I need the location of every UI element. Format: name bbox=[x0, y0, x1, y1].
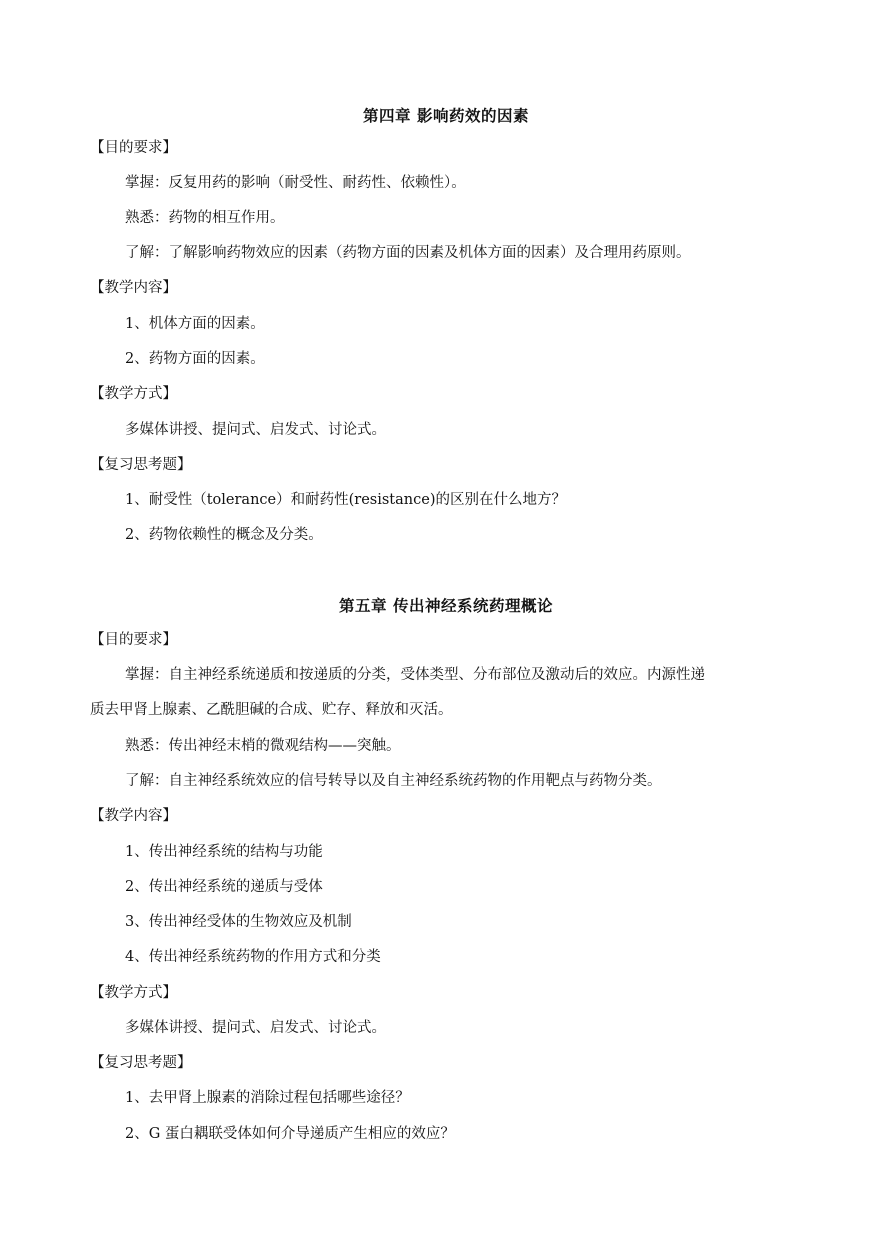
chapter5-content-item: 1、传出神经系统的结构与功能 bbox=[125, 844, 323, 860]
chapter4-objective-familiar: 熟悉：药物的相互作用。 bbox=[125, 210, 285, 226]
chapter4-content-item: 2、药物方面的因素。 bbox=[125, 351, 265, 367]
chapter4-method-text: 多媒体讲授、提问式、启发式、讨论式。 bbox=[125, 422, 386, 438]
chapter5-review-item: 2、G 蛋白耦联受体如何介导递质产生相应的效应？ bbox=[125, 1126, 455, 1142]
chapter5-review-heading: 【复习思考题】 bbox=[90, 1055, 192, 1071]
chapter4-review-item: 1、耐受性（tolerance）和耐药性(resistance)的区别在什么地方？ bbox=[125, 492, 566, 508]
chapter5-content-heading: 【教学内容】 bbox=[90, 808, 177, 824]
chapter5-content-item: 4、传出神经系统药物的作用方式和分类 bbox=[125, 949, 381, 965]
chapter4-content-item: 1、机体方面的因素。 bbox=[125, 316, 265, 332]
chapter4-objective-master: 掌握：反复用药的影响（耐受性、耐药性、依赖性）。 bbox=[125, 175, 466, 191]
chapter4-review-item: 2、药物依赖性的概念及分类。 bbox=[125, 527, 323, 543]
chapter5-content-item: 2、传出神经系统的递质与受体 bbox=[125, 879, 323, 895]
chapter5-content-item: 3、传出神经受体的生物效应及机制 bbox=[125, 914, 352, 930]
chapter4-objective-understand: 了解：了解影响药物效应的因素（药物方面的因素及机体方面的因素）及合理用药原则。 bbox=[125, 245, 691, 261]
chapter4-title: 第四章 影响药效的因素 bbox=[363, 106, 529, 125]
chapter5-title: 第五章 传出神经系统药理概论 bbox=[339, 596, 553, 615]
chapter5-method-text: 多媒体讲授、提问式、启发式、讨论式。 bbox=[125, 1020, 386, 1036]
chapter5-objective-understand: 了解：自主神经系统效应的信号转导以及自主神经系统药物的作用靶点与药物分类。 bbox=[125, 773, 662, 789]
chapter4-content-heading: 【教学内容】 bbox=[90, 280, 177, 296]
chapter4-review-heading: 【复习思考题】 bbox=[90, 457, 192, 473]
chapter5-objectives-heading: 【目的要求】 bbox=[90, 632, 177, 648]
chapter5-objective-familiar: 熟悉：传出神经末梢的微观结构——突触。 bbox=[125, 738, 401, 754]
chapter5-objective-master-continued: 质去甲肾上腺素、乙酰胆碱的合成、贮存、释放和灭活。 bbox=[90, 702, 453, 718]
chapter5-method-heading: 【教学方式】 bbox=[90, 985, 177, 1001]
chapter5-review-item: 1、去甲肾上腺素的消除过程包括哪些途径？ bbox=[125, 1090, 410, 1106]
chapter5-objective-master: 掌握：自主神经系统递质和按递质的分类，受体类型、分布部位及激动后的效应。内源性递 bbox=[125, 667, 705, 683]
chapter4-method-heading: 【教学方式】 bbox=[90, 386, 177, 402]
chapter4-objectives-heading: 【目的要求】 bbox=[90, 140, 177, 156]
